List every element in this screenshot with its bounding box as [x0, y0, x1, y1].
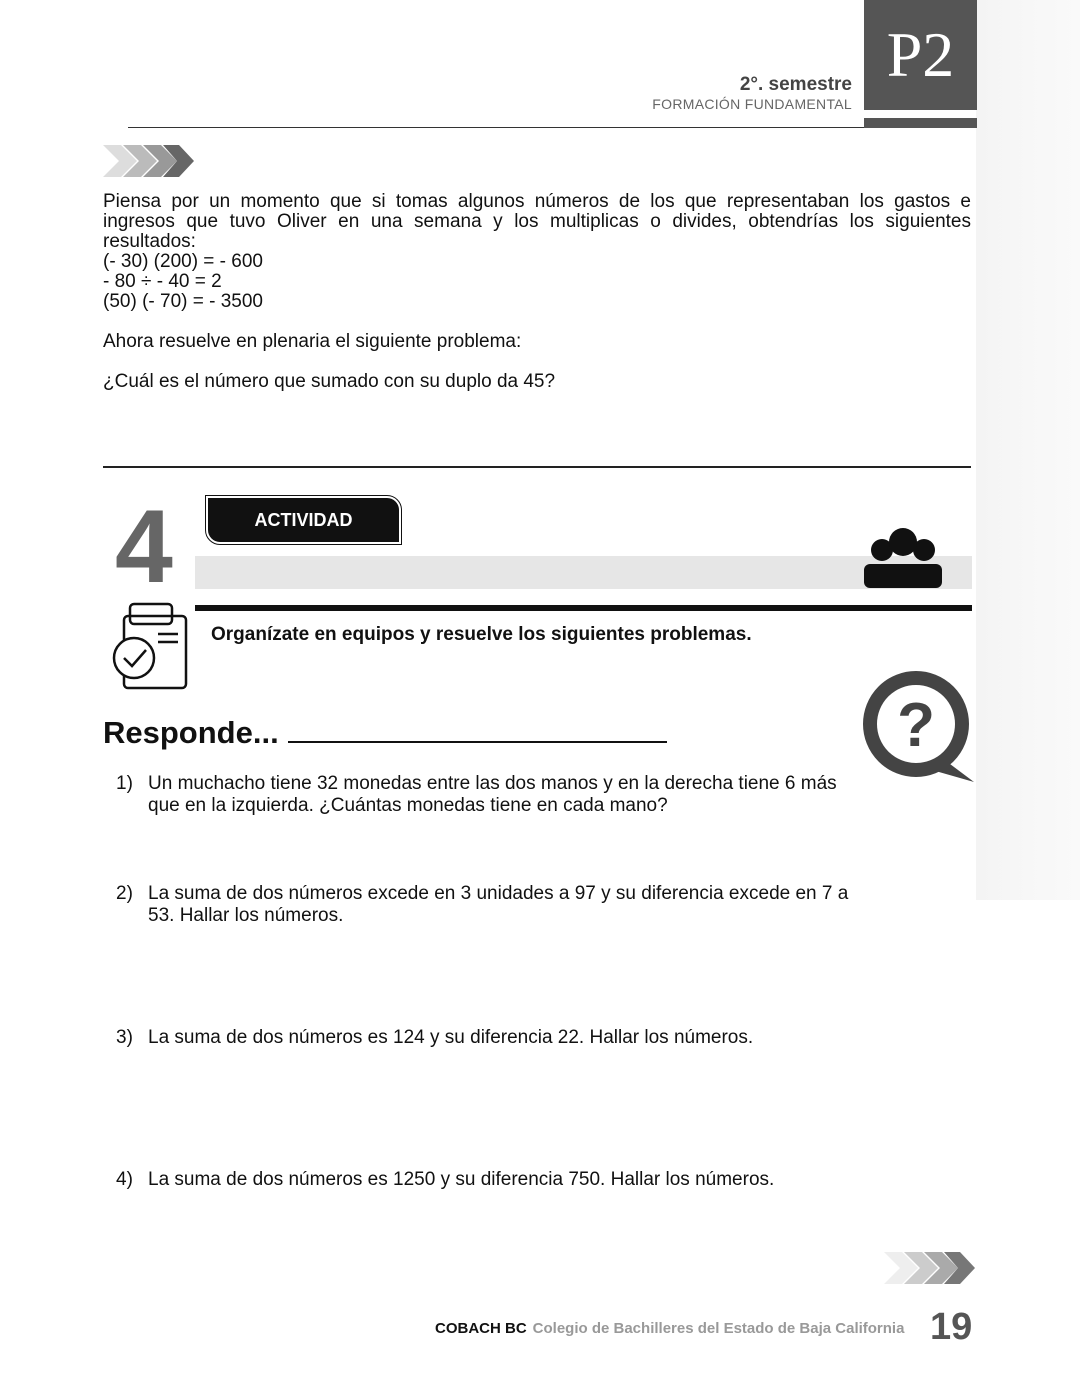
area-label: FORMACIÓN FUNDAMENTAL — [652, 96, 852, 112]
intro-section — [103, 192, 971, 392]
page-number: 19 — [930, 1306, 973, 1348]
responde-title: Responde... — [103, 715, 279, 750]
question-number: 1) — [116, 773, 133, 794]
footer-brand: COBACH BC — [435, 1320, 527, 1337]
equation: - 80 ÷ - 40 = 2 — [103, 271, 222, 292]
question-bubble-icon — [862, 670, 978, 784]
partial-badge: P2 — [864, 0, 977, 110]
question-text: La suma de dos números excede en 3 unidades a 97 y su diferencia excede en 7 a 53. Hallar los números. — [148, 883, 849, 926]
question-number: 3) — [116, 1027, 133, 1048]
question-item — [116, 1169, 856, 1191]
svg-text:?: ? — [897, 691, 935, 760]
question-number: 2) — [116, 883, 133, 904]
question-number: 4) — [116, 1169, 133, 1190]
equation: (50) (- 70) = - 3500 — [103, 291, 263, 312]
activity-instruction: Organízate en equipos y resuelve los siguientes problemas. — [211, 624, 752, 645]
question-item — [116, 1027, 856, 1049]
section-divider — [103, 466, 971, 468]
question-text: La suma de dos números es 124 y su diferencia 22. Hallar los números. — [148, 1027, 754, 1048]
activity-number: 4 — [115, 489, 173, 605]
equation: (- 30) (200) = - 600 — [103, 251, 263, 272]
question-item — [116, 883, 856, 927]
footer-college: Colegio de Bachilleres del Estado de Baja California — [532, 1320, 905, 1337]
plenary-prompt: Ahora resuelve en plenaria el siguiente problema: — [103, 331, 522, 352]
intro-paragraph: Piensa por un momento que si tomas algunos números de los que representaban los gastos e ingresos que tuvo Oliver en una semana y los multiplicas o divides, obtendrías los siguientes resultados: — [103, 191, 971, 252]
question-text: La suma de dos números es 1250 y su diferencia 750. Hallar los números. — [148, 1169, 775, 1190]
decorative-background — [976, 0, 1080, 900]
checklist-book-icon — [108, 600, 190, 692]
footer — [435, 1320, 904, 1337]
header-divider — [128, 127, 864, 128]
chevrons-icon — [884, 1250, 976, 1286]
instruction-bar — [195, 605, 972, 611]
question-item — [116, 773, 856, 817]
activity-label: ACTIVIDAD — [206, 496, 401, 544]
badge-bar — [864, 118, 977, 128]
question-text: Un muchacho tiene 32 monedas entre las dos manos y en la derecha tiene 6 más que en la izquierda. ¿Cuántas monedas tiene en cada mano? — [148, 773, 837, 816]
activity-bar — [195, 556, 972, 589]
chevrons-icon — [103, 143, 195, 179]
team-icon — [862, 526, 944, 590]
semester: 2°. semestre — [739, 74, 852, 95]
plenary-question: ¿Cuál es el número que sumado con su duplo da 45? — [103, 371, 556, 392]
responde-underline — [288, 741, 667, 743]
